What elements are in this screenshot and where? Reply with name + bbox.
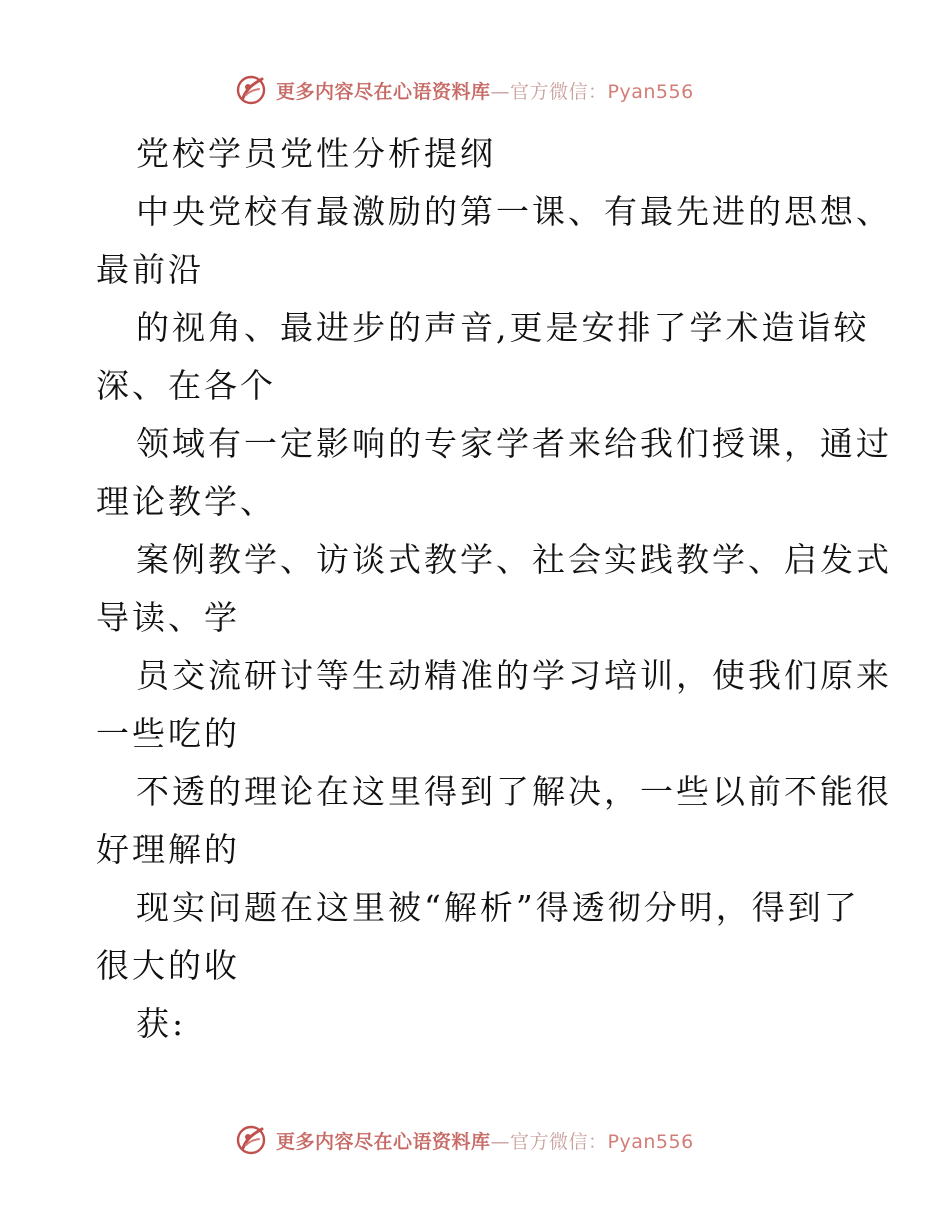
footer-watermark [234,1122,694,1158]
ribbon-logo-icon [234,73,268,107]
banner-main-text: 更多内容尽在心语资料库 [276,80,491,103]
text-line: 中央党校有最激励的第一课、有最先进的思想、 [136,192,892,231]
text-line: 案例教学、访谈式教学、社会实践教学、启发式 [136,540,892,579]
text-line: 员交流研讨等生动精准的学习培训，使我们原来 [136,656,892,695]
document-body [96,125,892,1053]
banner-text [276,77,694,104]
text-line: 最前沿 [96,250,204,289]
text-line: 深、在各个 [96,366,276,405]
text-line: 好理解的 [96,830,240,869]
text-line: 现实问题在这里被“解析”得透彻分明，得到了 [136,888,860,927]
banner-separator: — [490,1130,511,1153]
text-line: 理论教学、 [96,482,276,521]
header-watermark [234,72,694,108]
banner-main-text: 更多内容尽在心语资料库 [276,1130,491,1153]
banner-wechat-id: Pyan556 [607,1130,694,1153]
banner-separator: — [490,80,511,103]
text-line: 很大的收 [96,946,240,985]
banner-wechat-label: 官方微信： [510,1130,608,1153]
text-line: 获: [136,1004,187,1043]
doc-title: 党校学员党性分析提纲 [136,134,496,173]
text-line: 的视角、最进步的声音,更是安排了学术造诣较 [136,308,870,347]
text-line: 一些吃的 [96,714,240,753]
text-line: 不透的理论在这里得到了解决，一些以前不能很 [136,772,892,811]
ribbon-logo-icon [234,1123,268,1157]
banner-wechat-id: Pyan556 [607,80,694,103]
banner-wechat-label: 官方微信： [510,80,608,103]
text-line: 领域有一定影响的专家学者来给我们授课，通过 [136,424,892,463]
banner-text [276,1127,694,1154]
text-line: 导读、学 [96,598,240,637]
